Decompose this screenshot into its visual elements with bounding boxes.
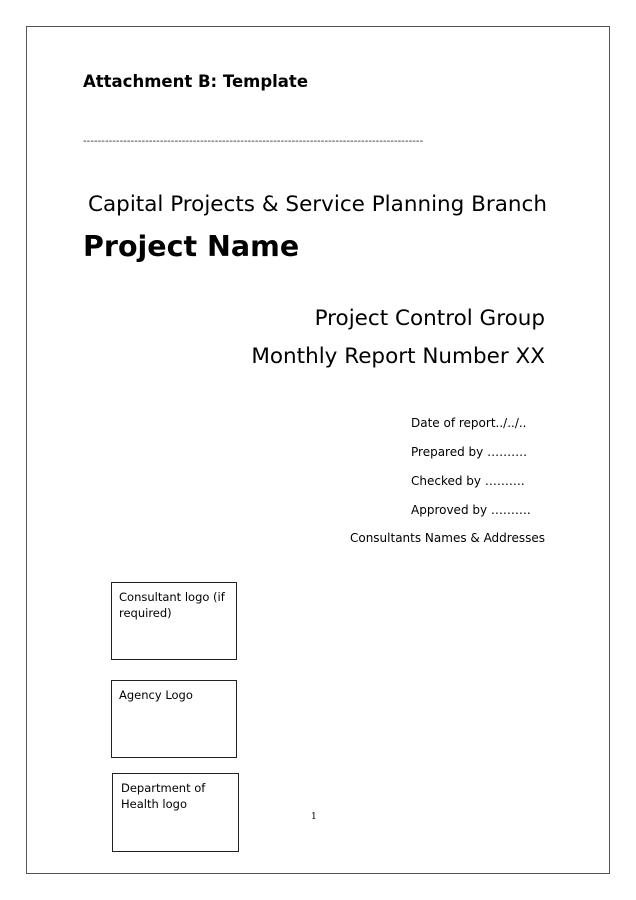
consultant-logo-label: Consultant logo (if required) [119, 590, 225, 620]
page-number: 1 [311, 812, 317, 822]
prepared-by: Prepared by ………. [411, 445, 527, 459]
project-name: Project Name [83, 230, 300, 263]
consultants-names: Consultants Names & Addresses [349, 531, 545, 545]
agency-logo-box [111, 680, 237, 758]
consultant-logo-box [111, 582, 237, 660]
agency-logo-label: Agency Logo [119, 688, 193, 702]
attachment-title: Attachment B: Template [83, 72, 309, 91]
branch-title: Capital Projects & Service Planning Branch [88, 192, 547, 217]
project-control-group: Project Control Group [314, 306, 545, 331]
approved-by: Approved by ………. [411, 503, 531, 517]
separator-line: --------------------------------------------------------------------------------------------- [83, 136, 424, 147]
health-logo-label: Department of Health logo [121, 781, 206, 811]
checked-by: Checked by ………. [411, 474, 525, 488]
health-logo-box [112, 773, 239, 852]
monthly-report-number: Monthly Report Number XX [251, 344, 545, 369]
date-of-report: Date of report../../.. [411, 416, 527, 430]
